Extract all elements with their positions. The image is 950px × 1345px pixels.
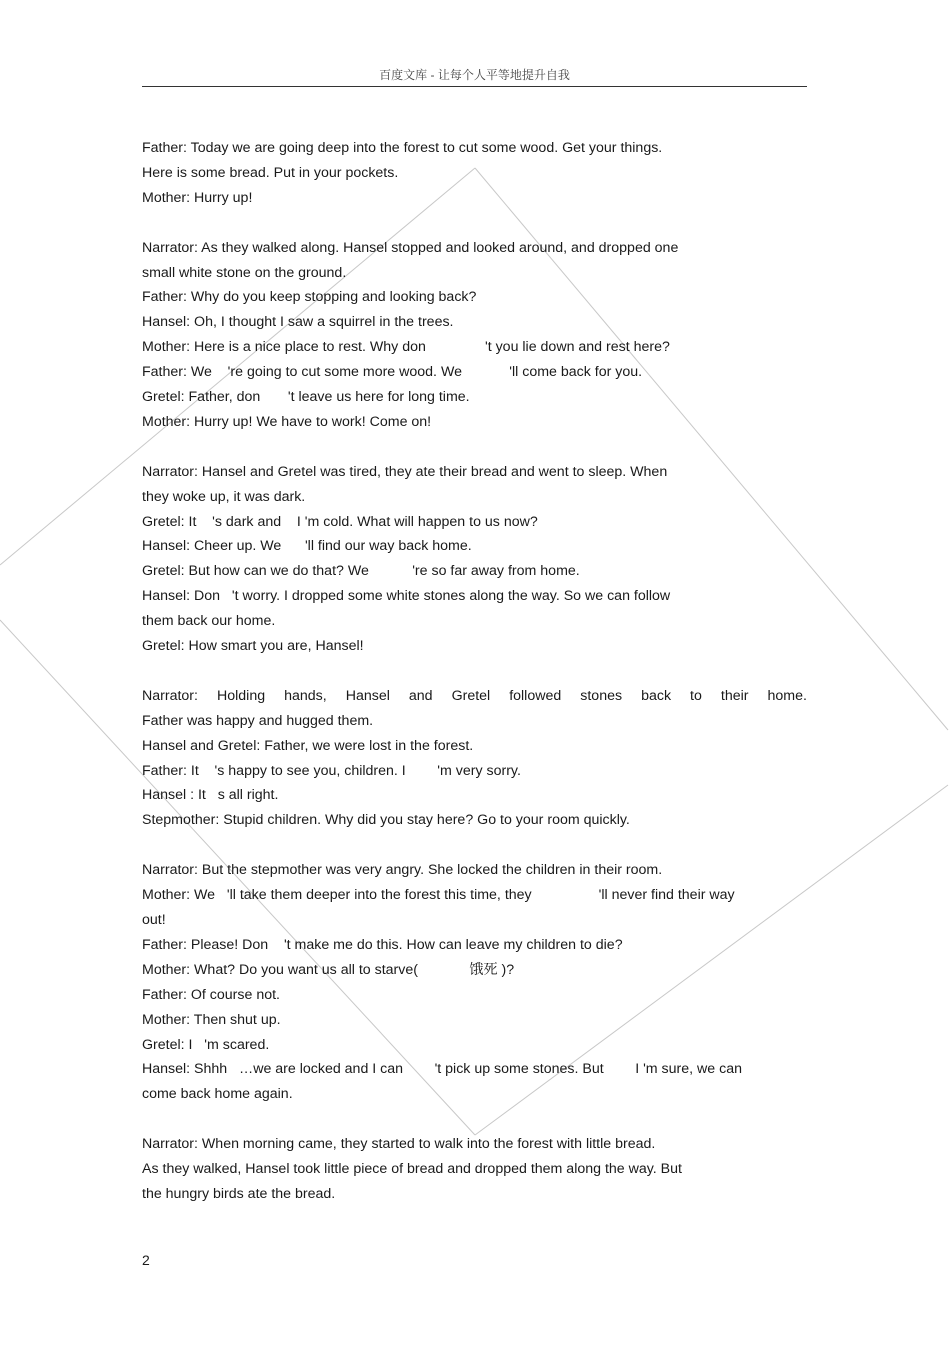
word: and bbox=[408, 687, 433, 704]
paragraph-gap bbox=[142, 833, 807, 858]
text-line: Hansel: Shhh …we are locked and I can 't pick up some stones. But I 'm sure, we can bbox=[142, 1061, 742, 1078]
text-line: Gretel: I 'm scared. bbox=[142, 1036, 270, 1053]
word: their bbox=[720, 687, 749, 704]
paragraph-gap bbox=[142, 659, 807, 684]
text-line: Mother: What? Do you want us all to starve( 饿死 )? bbox=[142, 961, 515, 978]
text-line: Mother: We 'll take them deeper into the forest this time, they 'll never find their way bbox=[142, 887, 735, 904]
paragraph-gap bbox=[142, 435, 807, 460]
text-line: Hansel : It s all right. bbox=[142, 787, 279, 804]
text-line: Gretel: But how can we do that? We 're so far away from home. bbox=[142, 563, 580, 580]
text-line: Father: It 's happy to see you, children. I 'm very sorry. bbox=[142, 762, 521, 779]
text-line: Father: We 're going to cut some more wood. We 'll come back for you. bbox=[142, 364, 643, 381]
text-line-justified bbox=[142, 684, 807, 709]
text-line: Stepmother: Stupid children. Why did you stay here? Go to your room quickly. bbox=[142, 812, 630, 829]
word: back bbox=[641, 687, 672, 704]
text-line: the hungry birds ate the bread. bbox=[142, 1185, 336, 1202]
word: stones bbox=[580, 687, 623, 704]
paragraph-gap bbox=[142, 1107, 807, 1132]
text-line: Gretel: Father, don 't leave us here for long time. bbox=[142, 389, 470, 406]
text-line: Mother: Hurry up! bbox=[142, 189, 253, 206]
text-line: small white stone on the ground. bbox=[142, 264, 347, 281]
word: to bbox=[690, 687, 702, 704]
paragraph-gap bbox=[142, 211, 807, 236]
word: home. bbox=[767, 687, 807, 704]
word: followed bbox=[509, 687, 562, 704]
text-line: Hansel and Gretel: Father, we were lost in the forest. bbox=[142, 737, 474, 754]
text-line: them back our home. bbox=[142, 613, 276, 630]
text-line: Gretel: It 's dark and I 'm cold. What will happen to us now? bbox=[142, 513, 538, 530]
text-line: Father: Why do you keep stopping and looking back? bbox=[142, 289, 477, 306]
text-line: Hansel: Don 't worry. I dropped some white stones along the way. So we can follow bbox=[142, 588, 671, 605]
text-line: Father: Please! Don 't make me do this. How can leave my children to die? bbox=[142, 936, 623, 953]
header-text: 百度文库 - 让每个人平等地提升自我 bbox=[379, 68, 570, 82]
word: hands, bbox=[284, 687, 327, 704]
text-line: Mother: Here is a nice place to rest. Why don 't you lie down and rest here? bbox=[142, 339, 670, 356]
text-line: they woke up, it was dark. bbox=[142, 488, 306, 505]
word: Hansel bbox=[345, 687, 390, 704]
text-line: Hansel: Cheer up. We 'll find our way back home. bbox=[142, 538, 472, 555]
text-line: Here is some bread. Put in your pockets. bbox=[142, 164, 399, 181]
word: Holding bbox=[216, 687, 266, 704]
document-body bbox=[142, 136, 807, 1207]
text-line: Narrator: When morning came, they started to walk into the forest with little bread. bbox=[142, 1136, 656, 1153]
text-line: Narrator: But the stepmother was very angry. She locked the children in their room. bbox=[142, 862, 663, 879]
text-line: Father was happy and hugged them. bbox=[142, 712, 374, 729]
page-header bbox=[142, 66, 807, 87]
text-line: Gretel: How smart you are, Hansel! bbox=[142, 638, 364, 655]
text-line: Mother: Hurry up! We have to work! Come on! bbox=[142, 413, 432, 430]
text-line: Mother: Then shut up. bbox=[142, 1011, 281, 1028]
text-line: Father: Today we are going deep into the forest to cut some wood. Get your things. bbox=[142, 140, 663, 156]
text-line: Father: Of course not. bbox=[142, 986, 280, 1003]
page-number: 2 bbox=[142, 1252, 150, 1268]
text-line: come back home again. bbox=[142, 1086, 293, 1103]
word: Gretel bbox=[451, 687, 491, 704]
text-line: out! bbox=[142, 912, 166, 929]
text-line: Hansel: Oh, I thought I saw a squirrel in the trees. bbox=[142, 314, 454, 331]
word: Narrator: bbox=[142, 687, 198, 704]
text-line: As they walked, Hansel took little piece of bread and dropped them along the way. But bbox=[142, 1161, 682, 1178]
text-line: Narrator: Hansel and Gretel was tired, they ate their bread and went to sleep. When bbox=[142, 463, 668, 480]
text-line: Narrator: As they walked along. Hansel stopped and looked around, and dropped one bbox=[142, 239, 679, 256]
